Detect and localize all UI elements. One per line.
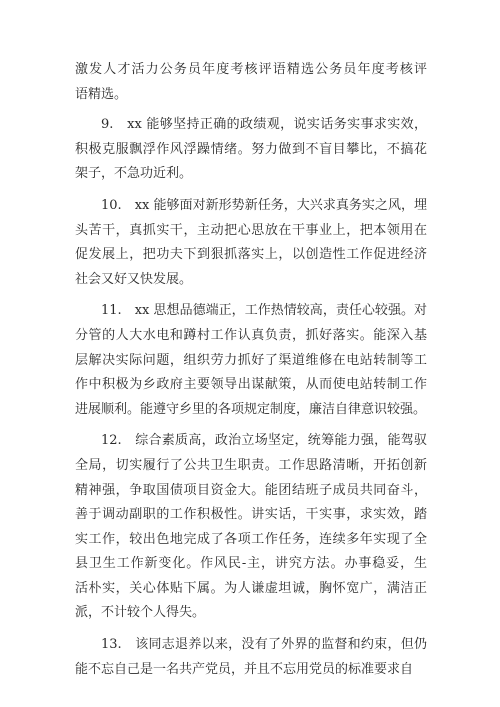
text-line: 层解决实际问题，组织劳力抓好了渠道维修在电站转制等工 bbox=[75, 352, 427, 368]
paragraph bbox=[75, 194, 427, 292]
text-line: 进展顺利。能遵守乡里的各项规定制度，廉洁自律意识较强。 bbox=[75, 401, 427, 417]
text-line: 语精选。 bbox=[75, 86, 128, 102]
paragraph bbox=[75, 429, 427, 626]
text-line: 实工作，较出色地完成了各项工作任务，连续多年实现了全 bbox=[75, 531, 427, 547]
text-line: 能不忘自己是一名共产党员，并且不忘用党员的标准要求自 bbox=[75, 661, 414, 677]
text-line: 活朴实，关心体贴下属。为人谦虚坦诚，胸怀宽广，满洁正 bbox=[75, 580, 427, 596]
text-line: 促发展上，把功夫下到狠抓落实上，以创造性工作促进经济 bbox=[75, 247, 427, 263]
text-line: 派，不计较个人得失。 bbox=[75, 605, 206, 621]
paragraph bbox=[75, 113, 427, 187]
text-line: 头苦干，真抓实干，主动把心思放在干事业上，把本领用在 bbox=[75, 222, 427, 238]
text-line: 积极克服飘浮作风浮躁情绪。努力做到不盲目攀比，不搞花 bbox=[75, 141, 427, 157]
document-page bbox=[75, 58, 427, 682]
paragraph bbox=[75, 299, 427, 422]
text-line: 架子，不急功近利。 bbox=[75, 166, 193, 182]
text-line: 激发人才活力公务员年度考核评语精选公务员年度考核评 bbox=[75, 62, 427, 77]
text-line: 善于调动副职的工作积极性。讲实话，干实事，求实效，踏 bbox=[75, 507, 427, 523]
text-line: 全局，切实履行了公共卫生职责。工作思路清晰，开拓创新 bbox=[75, 457, 427, 473]
text-line: 11. xx 思想品德端正，工作热情较高，责任心较强。对 bbox=[101, 303, 427, 319]
text-line: 县卫生工作新变化。作风民-主，讲究方法。办事稳妥，生 bbox=[75, 556, 427, 572]
text-line: 10. xx 能够面对新形势新任务，大兴求真务实之风，埋 bbox=[101, 197, 427, 213]
text-line: 作中积极为乡政府主要领导出谋献策，从而使电站转制工作 bbox=[75, 377, 427, 393]
text-line: 13. 该同志退养以来，没有了外界的监督和约束，但仍 bbox=[101, 637, 427, 653]
text-line: 精神强，争取国债项目资金大。能团结班子成员共同奋斗， bbox=[75, 482, 427, 498]
text-line: 社会又好又快发展。 bbox=[75, 271, 193, 287]
text-line: 分管的人大水电和蹲村工作认真负责，抓好落实。能深入基 bbox=[75, 327, 427, 343]
paragraph bbox=[75, 633, 427, 682]
text-line: 12. 综合素质高，政治立场坚定，统筹能力强，能驾驭 bbox=[101, 433, 427, 449]
paragraph bbox=[75, 58, 427, 107]
text-line: 9. xx 能够坚持正确的政绩观，说实话务实事求实效， bbox=[101, 117, 427, 133]
